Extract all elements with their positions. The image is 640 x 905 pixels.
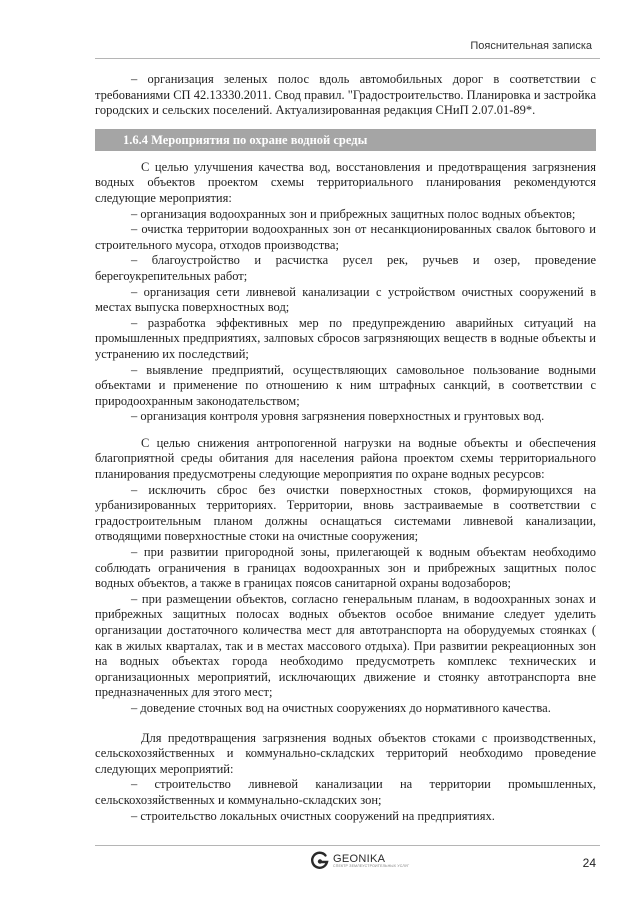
page-body [95,72,596,824]
block1-lead: С целью улучшения качества вод, восстановления и предотвращения загрязнения водных объектов проектом схемы территориального планирования рекомендуются следующие мероприятия: [95,159,596,205]
block2-item: – исключить сброс без очистки поверхностных стоков, формирующихся на урбанизированных территориях. Территории, вновь застраиваемые в соответствии с градостроительным планом должны оснащаться системами ливневой канализации, отводящими поверхностные стоки на очистные сооружения; [95,482,596,544]
logo-name: GEONIKA [333,852,386,865]
block3-item: – строительство ливневой канализации на территории промышленных, сельскохозяйственных и коммунально-складских зон; [95,777,596,807]
block1-item: – благоустройство и расчистка русел рек, ручьев и озер, проведение берегоукрепительных работ; [95,253,596,283]
block3-item: – строительство локальных очистных сооружений на предприятиях. [131,808,495,823]
header-divider [95,58,600,59]
logo-tagline: СПЕКТР ЗЕМЛЕУСТРОИТЕЛЬНЫХ УСЛУГ [333,863,410,868]
block2-item: – при размещении объектов, согласно генеральным планам, в водоохранных зонах и прибрежных защитных полосах водных объектов особое внимание следует уделить организации достаточного количества мест для автотранспорта на оборудуемых стоянках ( как в жилых кварталах, так и в местах массового отдыха). При развитии рекреационных зон на водных объектах города необходимо предусмотреть комплекс технических и организационных мероприятий, исключающих движение и стоянку автотранспорта вне предназначенных для этого мест; [95,591,596,700]
block3-lead: Для предотвращения загрязнения водных объектов стоками с производственных, сельскохозяйственных и коммунально-складских территорий необходимо проведение следующих мероприятий: [95,730,596,776]
geonika-logo-icon [310,851,330,871]
footer-divider [95,845,600,846]
section-heading: 1.6.4 Мероприятия по охране водной среды [95,129,596,151]
block2-lead: С целью снижения антропогенной нагрузки на водные объекты и обеспечения благоприятной среды обитания для населения района проектом схемы территориального планирования предусмотрены следующие мероприятия по охране водных ресурсов: [95,435,596,482]
block1-item: – организация водоохранных зон и прибрежных защитных полос водных объектов; [131,206,576,221]
geonika-logo [310,851,409,871]
block1-item: – организация контроля уровня загрязнения поверхностных и грунтовых вод. [131,409,545,424]
page-number: 24 [582,856,596,870]
block1-item: – организация сети ливневой канализации с устройством очистных сооружений в местах выпуска поверхностных вод; [95,284,596,315]
block2-item: – при развитии пригородной зоны, прилегающей к водным объектам необходимо соблюдать ограничения в границах водоохранных зон и прибрежных защитных полос водных объектов, а также в границах поясов санитарной охраны водозаборов; [95,545,596,591]
block1-item: – разработка эффективных мер по предупреждению аварийных ситуаций на промышленных предприятиях, залповых сбросов загрязняющих веществ в водные объекты и устранению их последствий; [95,315,596,361]
block2-item: – доведение сточных вод на очистных сооружениях до нормативного качества. [131,700,551,715]
intro-paragraph: – организация зеленых полос вдоль автомобильных дорог в соответствии с требованиями СП 42.13330.2011. Свод правил. "Градостроительство. Планировка и застройка городских и сельских поселений. Актуализированная редакция СНиП 2.07.01-89*. [95,72,596,118]
block1-item: – очистка территории водоохранных зон от несанкционированных свалок бытового и строительного мусора, отходов производства; [95,222,596,252]
running-header-title: Пояснительная записка [470,40,592,52]
block1-item: – выявление предприятий, осуществляющих самовольное пользование водными объектами и применение по отношению к ним штрафных санкций, в соответствии с природоохранным законодательством; [95,362,596,408]
